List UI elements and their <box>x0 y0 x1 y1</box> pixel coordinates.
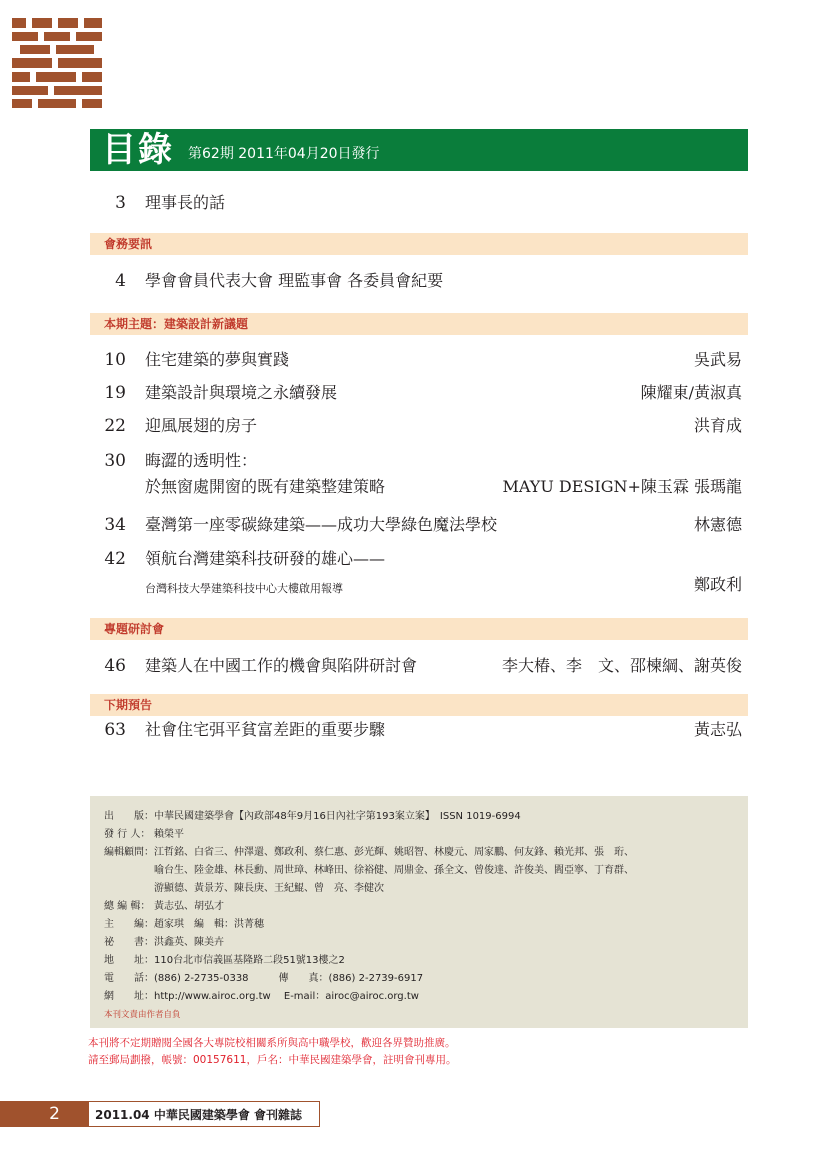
phone-line: 電 話：(886) 2-2735-0338 傳 真：(886) 2-2739-6917 <box>104 973 424 984</box>
toc-title: 臺灣第一座零碳綠建築——成功大學綠色魔法學校 <box>145 515 498 534</box>
secretary-line: 祕 書：洪鑫英、陳美卉 <box>104 937 224 948</box>
section-header-theme: 本期主題：建築設計新議題 <box>90 313 748 335</box>
toc-author: 李大椿、李 文、邵楝綱、謝英俊 <box>501 656 742 675</box>
toc-author: MAYU DESIGN+陳玉霖 張瑪龍 <box>502 477 742 496</box>
footer-page-number: 2 <box>0 1101 88 1127</box>
toc-item[interactable] <box>90 514 748 536</box>
subscription-note: 請至郵局劃撥，帳號：00157611，戶名：中華民國建築學會，註明會刊專用。 <box>88 1054 457 1066</box>
web-line: 網 址：http://www.airoc.org.tw E-mail：airoc@airoc.org.tw <box>104 991 419 1002</box>
brick-logo-icon <box>12 18 102 108</box>
toc-item[interactable] <box>90 719 748 741</box>
toc-page-number: 10 <box>104 350 126 370</box>
toc-author: 洪育成 <box>693 416 742 435</box>
toc-title: 迎風展翅的房子 <box>145 416 258 435</box>
toc-item[interactable] <box>90 548 748 598</box>
toc-item[interactable] <box>90 192 748 214</box>
footer-publication: 2011.04 中華民國建築學會 會刊雜誌 <box>88 1101 320 1127</box>
toc-header <box>90 129 748 171</box>
toc-author: 林憲德 <box>693 515 742 534</box>
toc-page-number: 46 <box>104 656 126 676</box>
toc-page-number: 42 <box>104 549 126 569</box>
section-header-next: 下期預告 <box>90 694 748 716</box>
issuer-line: 發 行 人： 賴榮平 <box>104 829 184 840</box>
toc-title: 建築設計與環境之永續發展 <box>145 383 338 402</box>
toc-title: 理事長的話 <box>145 193 226 212</box>
toc-item[interactable] <box>90 655 748 677</box>
toc-title-line2: 於無窗處開窗的既有建築整建策略 <box>145 477 386 496</box>
toc-page-number: 4 <box>115 271 126 291</box>
toc-author: 黃志弘 <box>693 720 742 739</box>
distribution-note: 本刊將不定期贈閱全國各大專院校相關系所與高中職學校，歡迎各界贊助推廣。 <box>88 1037 456 1049</box>
toc-title: 建築人在中國工作的機會與陷阱研討會 <box>145 656 418 675</box>
section-header-seminar: 專題研討會 <box>90 618 748 640</box>
issue-info: 第62期 2011年04月20日發行 <box>188 146 380 162</box>
toc-title-line2: 台灣科技大學建築科技中心大樓啟用報導 <box>145 582 343 595</box>
toc-page-number: 22 <box>104 416 126 436</box>
toc-item[interactable] <box>90 270 748 292</box>
page-title: 目錄 <box>102 130 174 170</box>
toc-item[interactable] <box>90 415 748 437</box>
toc-author: 鄭政利 <box>693 575 742 594</box>
toc-title: 社會住宅弭平貧富差距的重要步驟 <box>145 720 386 739</box>
disclaimer: 本刊文責由作者自負 <box>104 1010 181 1020</box>
website-link[interactable]: http://www.airoc.org.tw E-mail：airoc@airoc.org.tw <box>154 991 419 1002</box>
publication-info-box <box>90 796 748 1028</box>
toc-title-line1: 領航台灣建築科技研發的雄心—— <box>145 549 386 568</box>
toc-item[interactable] <box>90 450 748 500</box>
toc-title: 住宅建築的夢與實踐 <box>145 350 290 369</box>
section-header-affairs: 會務要訊 <box>90 233 748 255</box>
toc-item[interactable] <box>90 382 748 404</box>
address-line: 地 址：110台北市信義區基隆路二段51號13樓之2 <box>104 955 345 966</box>
editor-line: 主 編：趙家琪 編 輯：洪菁穗 <box>104 919 264 930</box>
advisors-line: 游顯德、黃景芳、陳長庚、王紀鯤、曾 亮、李健次 <box>154 883 384 894</box>
publisher-line: 出 版：中華民國建築學會【內政部48年9月16日內社字第193案立案】 ISSN 1019-6994 <box>104 811 521 822</box>
toc-page-number: 34 <box>104 515 126 535</box>
toc-title: 學會會員代表大會 理監事會 各委員會紀要 <box>145 271 444 290</box>
toc-author: 吳武易 <box>693 350 742 369</box>
advisors-line: 編輯顧問：江哲銘、白省三、仲澤還、鄭政利、蔡仁惠、彭光輝、姚昭智、林慶元、周家鵬、何友鋒、賴光邦、張 珩、 <box>104 847 634 858</box>
toc-page-number: 63 <box>104 720 126 740</box>
advisors-line: 喻台生、陸金雄、林長勳、周世璋、林峰田、徐裕健、周鼎金、孫全文、曾俊達、許俊美、閻亞寧、丁育群、 <box>154 865 634 876</box>
toc-title-line1: 晦澀的透明性： <box>145 451 258 470</box>
toc-page-number: 30 <box>104 451 126 471</box>
toc-page-number: 19 <box>104 383 126 403</box>
toc-author: 陳耀東/黃淑真 <box>640 383 742 402</box>
toc-item[interactable] <box>90 349 748 371</box>
toc-page-number: 3 <box>115 193 126 213</box>
chief-editor-line: 總 編 輯： 黃志弘、胡弘才 <box>104 901 224 912</box>
